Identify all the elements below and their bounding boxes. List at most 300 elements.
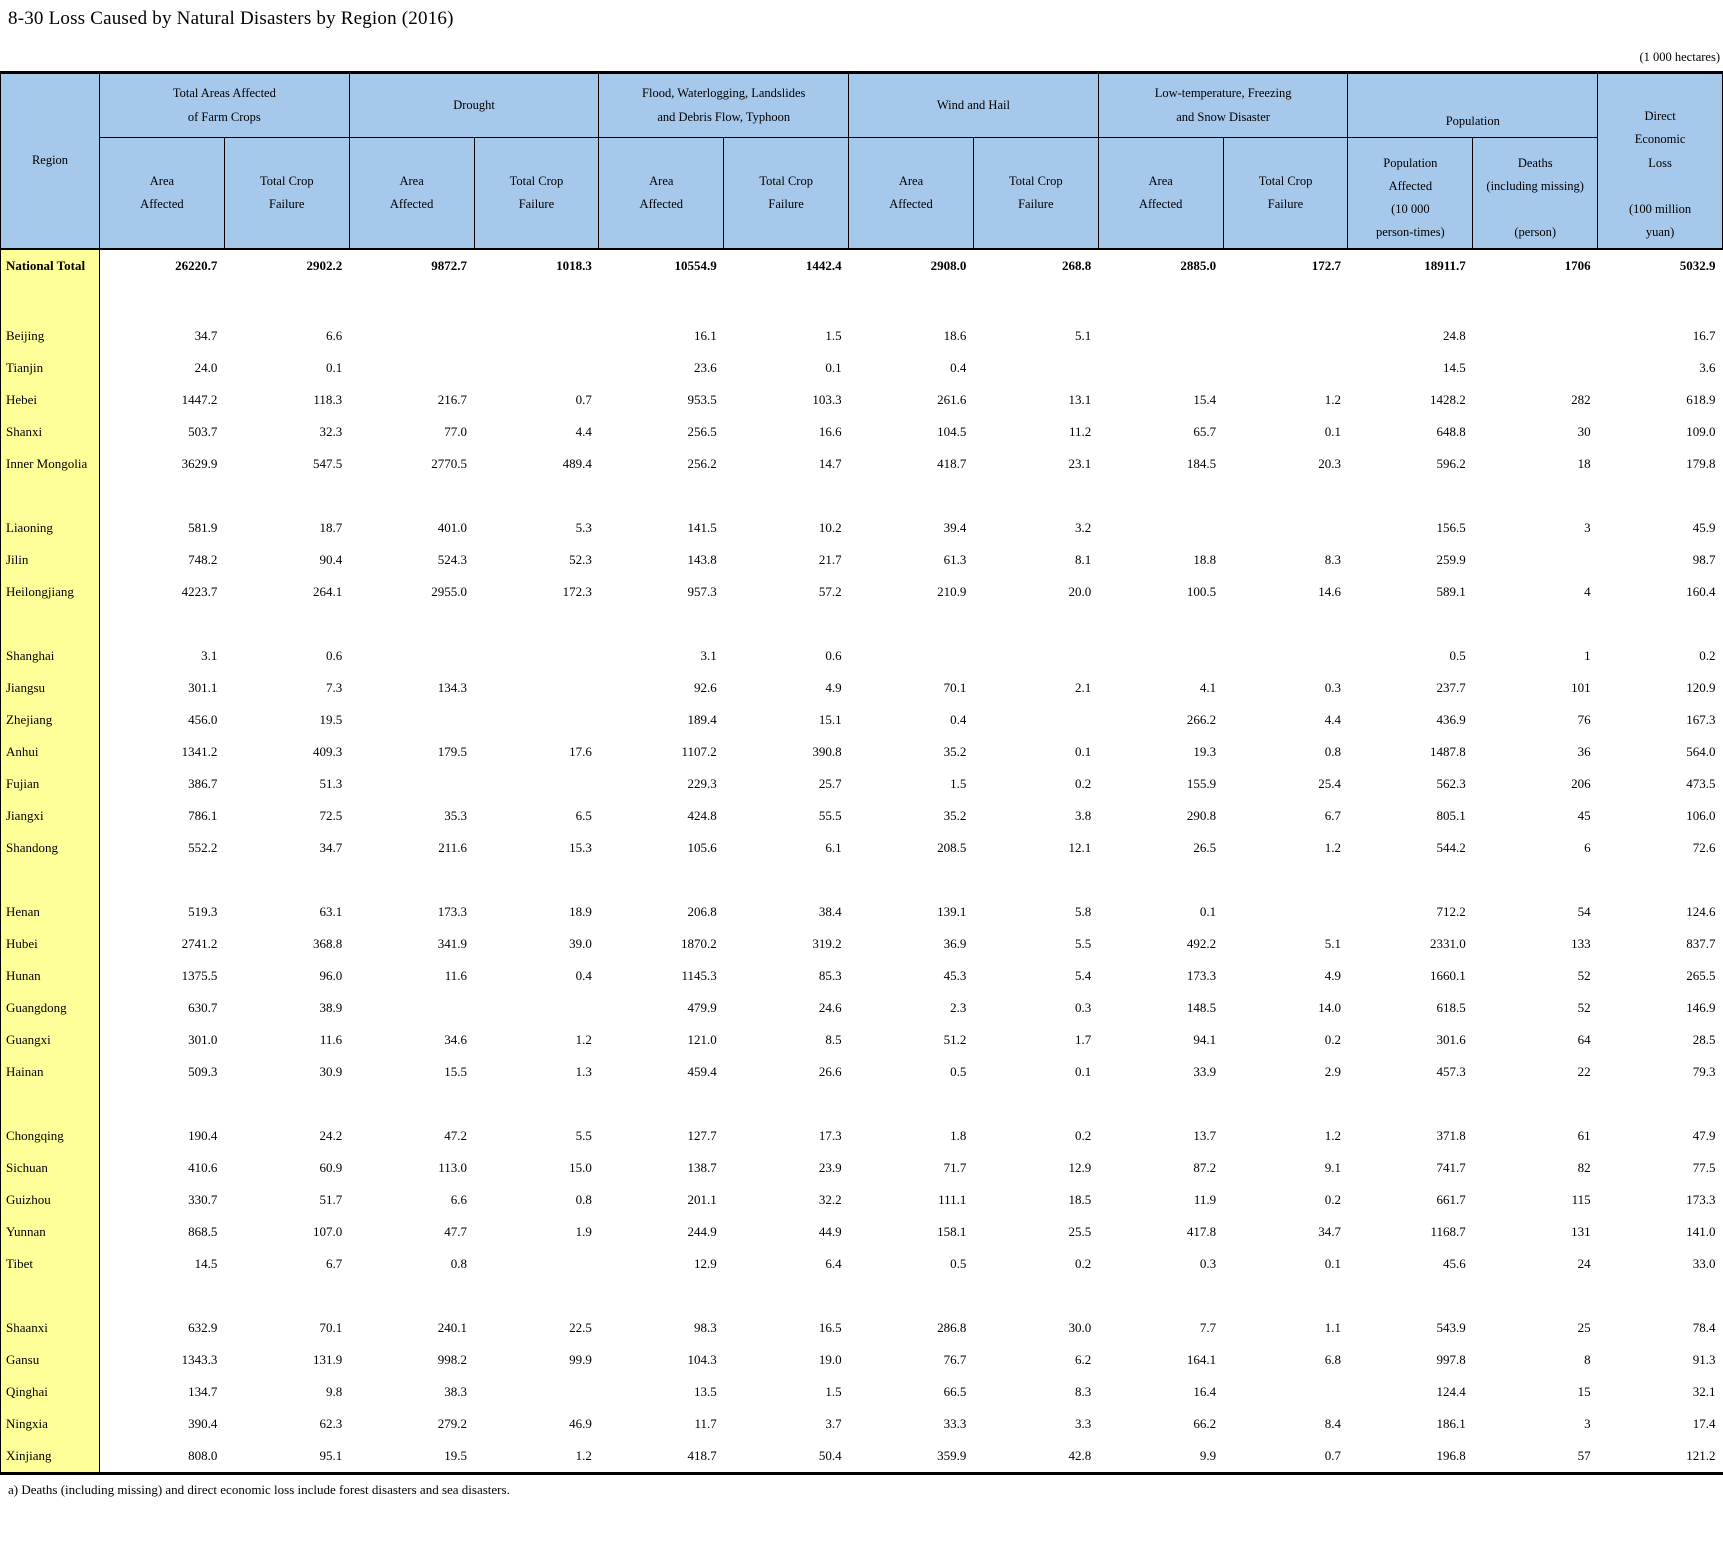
value-cell: 0.7 — [1324, 1448, 1341, 1463]
value-cell: 957.3 — [687, 584, 717, 599]
value-cell: 0.6 — [825, 648, 842, 663]
value-cell: 6.7 — [325, 1256, 343, 1271]
value-cell: 4.9 — [1324, 968, 1341, 983]
header-sub-flood-crop-failure: Total Crop Failure — [724, 138, 849, 250]
footnote: a) Deaths (including missing) and direct economic loss include forest disasters and sea disasters. — [8, 1482, 510, 1497]
value-cell: 120.9 — [1686, 680, 1716, 695]
value-cell: 32.2 — [818, 1192, 842, 1207]
table-row — [1, 992, 1723, 1024]
value-cell — [474, 320, 599, 352]
value-cell: 1.3 — [575, 1064, 592, 1079]
value-cell: 1487.8 — [1430, 744, 1466, 759]
value-cell: 38.3 — [444, 1384, 468, 1399]
value-cell — [474, 704, 599, 736]
value-cell: 2955.0 — [431, 584, 468, 599]
value-cell: 60.9 — [319, 1160, 343, 1175]
value-cell: 14.7 — [818, 456, 842, 471]
value-cell: 50.4 — [818, 1448, 842, 1463]
value-cell: 4.4 — [575, 424, 592, 439]
value-cell: 141.0 — [1686, 1224, 1716, 1239]
value-cell: 127.7 — [687, 1128, 717, 1143]
value-cell: 259.9 — [1436, 552, 1466, 567]
value-cell: 98.7 — [1692, 552, 1716, 567]
value-cell — [1223, 640, 1348, 672]
value-cell: 32.1 — [1692, 1384, 1716, 1399]
header-sub-row — [1, 138, 1723, 250]
value-cell: 837.7 — [1686, 936, 1716, 951]
value-cell: 141.5 — [687, 520, 717, 535]
value-cell: 98.3 — [693, 1320, 717, 1335]
region-spacer-cell — [1, 864, 100, 896]
value-cell: 4.9 — [825, 680, 842, 695]
value-cell: 8.4 — [1324, 1416, 1341, 1431]
value-cell: 489.4 — [562, 456, 592, 471]
value-cell: 301.1 — [188, 680, 218, 695]
value-cell: 808.0 — [188, 1448, 218, 1463]
value-cell: 14.5 — [1443, 360, 1466, 375]
value-cell: 0.5 — [950, 1256, 967, 1271]
value-cell — [973, 352, 1098, 384]
value-cell: 359.9 — [937, 1448, 967, 1463]
value-cell: 11.6 — [319, 1032, 343, 1047]
value-cell: 101 — [1571, 680, 1591, 695]
value-cell: 72.5 — [319, 808, 343, 823]
value-cell: 15.4 — [1193, 392, 1217, 407]
value-cell: 1343.3 — [181, 1352, 218, 1367]
page-title: 8-30 Loss Caused by Natural Disasters by Region (2016) — [8, 8, 454, 29]
header-sub-population-affected: Population Affected (10 000 person-times) — [1348, 138, 1473, 250]
value-cell: 211.6 — [438, 840, 468, 855]
value-cell: 18.9 — [569, 904, 592, 919]
header-sub-farm-area-affected: Area Affected — [100, 138, 225, 250]
table-body — [1, 249, 1723, 1474]
value-cell: 23.1 — [1068, 456, 1092, 471]
region-cell: Yunnan — [1, 1216, 100, 1248]
value-cell: 121.2 — [1686, 1448, 1716, 1463]
value-cell: 96.0 — [319, 968, 343, 983]
value-cell — [1098, 640, 1223, 672]
spacer-row — [1, 480, 1723, 512]
value-cell: 13.1 — [1068, 392, 1092, 407]
value-cell: 52 — [1577, 1000, 1591, 1015]
value-cell: 0.8 — [450, 1256, 468, 1271]
value-cell: 256.2 — [687, 456, 717, 471]
value-cell: 2.1 — [1075, 680, 1092, 695]
value-cell: 32.3 — [319, 424, 343, 439]
value-cell: 509.3 — [188, 1064, 218, 1079]
value-cell: 0.2 — [1324, 1032, 1341, 1047]
value-cell: 15 — [1577, 1384, 1591, 1399]
table-row — [1, 1120, 1723, 1152]
table-row — [1, 928, 1723, 960]
region-spacer-cell — [1, 282, 100, 320]
table-row — [1, 512, 1723, 544]
value-cell: 51.2 — [943, 1032, 967, 1047]
value-cell: 189.4 — [687, 712, 717, 727]
unit-note: (1 000 hectares) — [1639, 50, 1720, 64]
value-cell: 6.4 — [825, 1256, 842, 1271]
value-cell — [474, 640, 599, 672]
value-cell: 237.7 — [1436, 680, 1466, 695]
value-cell: 1107.2 — [681, 744, 717, 759]
value-cell — [349, 352, 474, 384]
value-cell: 286.8 — [937, 1320, 967, 1335]
region-spacer-cell — [1, 1280, 100, 1312]
value-cell: 26.6 — [818, 1064, 842, 1079]
value-cell: 0.3 — [1199, 1256, 1217, 1271]
value-cell: 424.8 — [687, 808, 717, 823]
spacer-cell — [100, 864, 1723, 896]
value-cell: 133 — [1571, 936, 1591, 951]
value-cell: 24.8 — [1443, 328, 1466, 343]
value-cell: 6 — [1584, 840, 1591, 855]
table-row — [1, 1184, 1723, 1216]
value-cell: 1.1 — [1324, 1320, 1341, 1335]
value-cell: 30 — [1577, 424, 1591, 439]
value-cell — [1098, 512, 1223, 544]
table-row — [1, 1216, 1723, 1248]
value-cell: 71.7 — [943, 1160, 967, 1175]
value-cell: 2.3 — [950, 1000, 967, 1015]
header-group-low-temperature: Low-temperature, Freezing and Snow Disaster — [1098, 73, 1348, 138]
table-row — [1, 384, 1723, 416]
value-cell: 418.7 — [937, 456, 967, 471]
value-cell: 35.2 — [943, 808, 967, 823]
value-cell: 0.4 — [575, 968, 592, 983]
region-cell: Jilin — [1, 544, 100, 576]
value-cell: 2331.0 — [1430, 936, 1466, 951]
value-cell: 0.8 — [575, 1192, 592, 1207]
value-cell: 1 — [1584, 648, 1591, 663]
value-cell: 2770.5 — [431, 456, 468, 471]
value-cell: 23.6 — [693, 360, 717, 375]
value-cell: 52 — [1577, 968, 1591, 983]
value-cell: 3.8 — [1075, 808, 1092, 823]
value-cell: 173.3 — [437, 904, 468, 919]
value-cell: 1.9 — [575, 1224, 592, 1239]
header-direct-economic-loss: Direct Economic Loss (100 million yuan) — [1598, 73, 1723, 250]
value-cell: 94.1 — [1193, 1032, 1217, 1047]
spacer-cell — [100, 1088, 1723, 1120]
value-cell: 45.9 — [1692, 520, 1716, 535]
value-cell: 201.1 — [687, 1192, 717, 1207]
value-cell: 1.2 — [575, 1448, 592, 1463]
value-cell: 0.1 — [325, 360, 343, 375]
value-cell: 172.7 — [1311, 258, 1341, 273]
value-cell: 104.5 — [937, 424, 967, 439]
table-row — [1, 800, 1723, 832]
value-cell: 0.5 — [950, 1064, 967, 1079]
value-cell: 38.4 — [818, 904, 842, 919]
value-cell: 11.2 — [1068, 424, 1092, 439]
header-region: Region — [1, 73, 100, 250]
value-cell: 401.0 — [437, 520, 468, 535]
value-cell: 36.9 — [943, 936, 967, 951]
region-cell: Jiangxi — [1, 800, 100, 832]
header-group-drought: Drought — [349, 73, 599, 138]
table-row — [1, 544, 1723, 576]
region-cell: Hainan — [1, 1056, 100, 1088]
value-cell: 77.5 — [1692, 1160, 1716, 1175]
value-cell — [1223, 352, 1348, 384]
value-cell: 184.5 — [1186, 456, 1217, 471]
spacer-cell — [100, 608, 1723, 640]
value-cell: 24.0 — [194, 360, 218, 375]
value-cell: 6.6 — [450, 1192, 468, 1207]
value-cell: 457.3 — [1436, 1064, 1466, 1079]
spacer-cell — [100, 480, 1723, 512]
value-cell: 22 — [1577, 1064, 1591, 1079]
region-cell: Hunan — [1, 960, 100, 992]
value-cell: 418.7 — [687, 1448, 717, 1463]
header-group-wind-hail: Wind and Hail — [849, 73, 1099, 138]
value-cell: 0.3 — [1324, 680, 1341, 695]
value-cell: 63.1 — [319, 904, 343, 919]
value-cell: 524.3 — [437, 552, 468, 567]
value-cell: 3.1 — [700, 648, 717, 663]
value-cell: 20.0 — [1068, 584, 1092, 599]
region-cell: National Total — [1, 249, 100, 282]
value-cell: 18.8 — [1193, 552, 1217, 567]
value-cell: 0.2 — [1075, 1256, 1092, 1271]
value-cell: 1447.2 — [181, 392, 218, 407]
value-cell: 0.2 — [1699, 648, 1716, 663]
value-cell: 11.7 — [694, 1416, 717, 1431]
value-cell: 630.7 — [188, 1000, 218, 1015]
value-cell: 216.7 — [437, 392, 468, 407]
value-cell: 70.1 — [319, 1320, 343, 1335]
value-cell: 16.5 — [818, 1320, 842, 1335]
value-cell: 47.2 — [444, 1128, 468, 1143]
value-cell: 10554.9 — [674, 258, 717, 273]
value-cell: 76.7 — [943, 1352, 967, 1367]
value-cell: 492.2 — [1186, 936, 1217, 951]
value-cell: 0.1 — [1199, 904, 1217, 919]
region-cell: Liaoning — [1, 512, 100, 544]
value-cell: 386.7 — [188, 776, 218, 791]
value-cell: 105.6 — [687, 840, 717, 855]
value-cell: 18911.7 — [1424, 258, 1466, 273]
value-cell: 103.3 — [812, 392, 842, 407]
value-cell — [474, 992, 599, 1024]
value-cell: 436.9 — [1436, 712, 1466, 727]
value-cell: 51.7 — [319, 1192, 343, 1207]
value-cell: 8.5 — [825, 1032, 842, 1047]
value-cell: 139.1 — [937, 904, 967, 919]
value-cell: 208.5 — [937, 840, 967, 855]
value-cell: 1.5 — [825, 1384, 842, 1399]
value-cell: 410.6 — [188, 1160, 218, 1175]
value-cell: 1.8 — [950, 1128, 967, 1143]
value-cell: 5.5 — [575, 1128, 592, 1143]
value-cell: 26220.7 — [175, 258, 218, 273]
header-group-row — [1, 73, 1723, 138]
value-cell: 24.2 — [319, 1128, 343, 1143]
region-cell: Shanghai — [1, 640, 100, 672]
value-cell: 16.6 — [818, 424, 842, 439]
header-sub-wind-crop-failure: Total Crop Failure — [973, 138, 1098, 250]
value-cell: 138.7 — [687, 1160, 717, 1175]
value-cell: 265.5 — [1686, 968, 1716, 983]
value-cell: 301.0 — [188, 1032, 218, 1047]
value-cell: 118.3 — [313, 392, 343, 407]
region-cell: Guizhou — [1, 1184, 100, 1216]
value-cell: 45 — [1577, 808, 1591, 823]
value-cell: 17.3 — [818, 1128, 842, 1143]
header-group-farm-crops: Total Areas Affected of Farm Crops — [100, 73, 350, 138]
value-cell: 10.2 — [818, 520, 842, 535]
value-cell: 1442.4 — [805, 258, 842, 273]
value-cell: 18 — [1577, 456, 1591, 471]
value-cell: 61.3 — [943, 552, 967, 567]
value-cell: 17.4 — [1692, 1416, 1716, 1431]
value-cell: 3.3 — [1075, 1416, 1092, 1431]
value-cell: 661.7 — [1436, 1192, 1466, 1207]
value-cell: 589.1 — [1436, 584, 1466, 599]
value-cell: 66.2 — [1193, 1416, 1217, 1431]
value-cell — [1223, 896, 1348, 928]
value-cell: 8.3 — [1324, 552, 1341, 567]
value-cell: 547.5 — [312, 456, 343, 471]
value-cell: 0.1 — [1324, 424, 1341, 439]
value-cell: 1145.3 — [681, 968, 717, 983]
value-cell: 13.7 — [1193, 1128, 1217, 1143]
value-cell: 173.3 — [1186, 968, 1217, 983]
value-cell: 38.9 — [319, 1000, 343, 1015]
value-cell: 51.3 — [319, 776, 343, 791]
value-cell: 12.9 — [693, 1256, 717, 1271]
value-cell: 748.2 — [188, 552, 218, 567]
value-cell: 61 — [1577, 1128, 1591, 1143]
table-row — [1, 416, 1723, 448]
value-cell: 196.8 — [1436, 1448, 1466, 1463]
table-row — [1, 1408, 1723, 1440]
table-row — [1, 249, 1723, 282]
table-row — [1, 704, 1723, 736]
value-cell: 301.6 — [1436, 1032, 1466, 1047]
value-cell: 341.9 — [437, 936, 468, 951]
value-cell — [349, 704, 474, 736]
header-sub-drought-crop-failure: Total Crop Failure — [474, 138, 599, 250]
value-cell: 20.3 — [1318, 456, 1341, 471]
region-cell: Tianjin — [1, 352, 100, 384]
table-row — [1, 448, 1723, 480]
value-cell: 5.4 — [1075, 968, 1092, 983]
value-cell: 409.3 — [312, 744, 343, 759]
value-cell: 15.3 — [569, 840, 592, 855]
value-cell: 0.4 — [950, 360, 967, 375]
value-cell: 564.0 — [1686, 744, 1716, 759]
value-cell: 1341.2 — [181, 744, 218, 759]
value-cell: 868.5 — [188, 1224, 218, 1239]
value-cell: 15.0 — [569, 1160, 592, 1175]
value-cell: 148.5 — [1186, 1000, 1217, 1015]
value-cell: 0.4 — [950, 712, 967, 727]
value-cell: 6.5 — [575, 808, 592, 823]
value-cell: 0.3 — [1075, 1000, 1092, 1015]
value-cell: 79.3 — [1692, 1064, 1716, 1079]
value-cell: 35.3 — [444, 808, 468, 823]
value-cell: 115 — [1571, 1192, 1591, 1207]
value-cell: 4.4 — [1324, 712, 1341, 727]
value-cell: 1375.5 — [181, 968, 218, 983]
spacer-row — [1, 282, 1723, 320]
header-sub-wind-area-affected: Area Affected — [849, 138, 974, 250]
value-cell: 55.5 — [818, 808, 842, 823]
region-cell: Xinjiang — [1, 1440, 100, 1474]
header-sub-drought-area-affected: Area Affected — [349, 138, 474, 250]
value-cell: 52.3 — [569, 552, 592, 567]
value-cell: 805.1 — [1436, 808, 1466, 823]
value-cell: 106.0 — [1686, 808, 1716, 823]
value-cell: 552.2 — [188, 840, 218, 855]
value-cell: 786.1 — [188, 808, 218, 823]
value-cell: 741.7 — [1436, 1160, 1466, 1175]
value-cell — [1473, 320, 1598, 352]
value-cell: 65.7 — [1193, 424, 1217, 439]
value-cell: 11.6 — [444, 968, 468, 983]
value-cell — [474, 672, 599, 704]
region-cell: Inner Mongolia — [1, 448, 100, 480]
value-cell: 319.2 — [812, 936, 842, 951]
value-cell: 1706 — [1564, 258, 1591, 273]
value-cell: 1870.2 — [680, 936, 717, 951]
region-cell: Ningxia — [1, 1408, 100, 1440]
value-cell — [349, 640, 474, 672]
value-cell: 581.9 — [188, 520, 218, 535]
value-cell: 134.3 — [437, 680, 468, 695]
value-cell: 4.1 — [1199, 680, 1217, 695]
value-cell: 18.5 — [1068, 1192, 1092, 1207]
table-row — [1, 672, 1723, 704]
value-cell: 7.7 — [1199, 1320, 1217, 1335]
region-cell: Hubei — [1, 928, 100, 960]
value-cell: 34.7 — [1318, 1224, 1341, 1239]
region-spacer-cell — [1, 1088, 100, 1120]
value-cell: 21.7 — [818, 552, 842, 567]
value-cell: 1.2 — [1324, 1128, 1341, 1143]
value-cell: 42.8 — [1068, 1448, 1092, 1463]
table-row — [1, 1440, 1723, 1474]
value-cell: 519.3 — [188, 904, 218, 919]
value-cell: 124.6 — [1686, 904, 1716, 919]
value-cell — [1098, 320, 1223, 352]
value-cell: 113.0 — [438, 1160, 468, 1175]
region-cell: Henan — [1, 896, 100, 928]
value-cell: 33.3 — [943, 1416, 967, 1431]
value-cell: 16.7 — [1692, 328, 1716, 343]
value-cell: 456.0 — [188, 712, 218, 727]
value-cell: 131.9 — [312, 1352, 343, 1367]
value-cell: 57 — [1577, 1448, 1591, 1463]
value-cell: 64 — [1577, 1032, 1591, 1047]
value-cell: 12.9 — [1068, 1160, 1092, 1175]
value-cell: 264.1 — [312, 584, 343, 599]
value-cell: 92.6 — [693, 680, 717, 695]
table-row — [1, 832, 1723, 864]
value-cell: 1.5 — [825, 328, 842, 343]
statistics-table — [0, 71, 1723, 1475]
table-row — [1, 576, 1723, 608]
header-sub-flood-area-affected: Area Affected — [599, 138, 724, 250]
value-cell: 0.2 — [1324, 1192, 1341, 1207]
value-cell: 9.9 — [1199, 1448, 1217, 1463]
value-cell — [474, 1248, 599, 1280]
value-cell: 15.5 — [444, 1064, 468, 1079]
region-cell: Beijing — [1, 320, 100, 352]
value-cell: 229.3 — [687, 776, 717, 791]
region-cell: Guangxi — [1, 1024, 100, 1056]
